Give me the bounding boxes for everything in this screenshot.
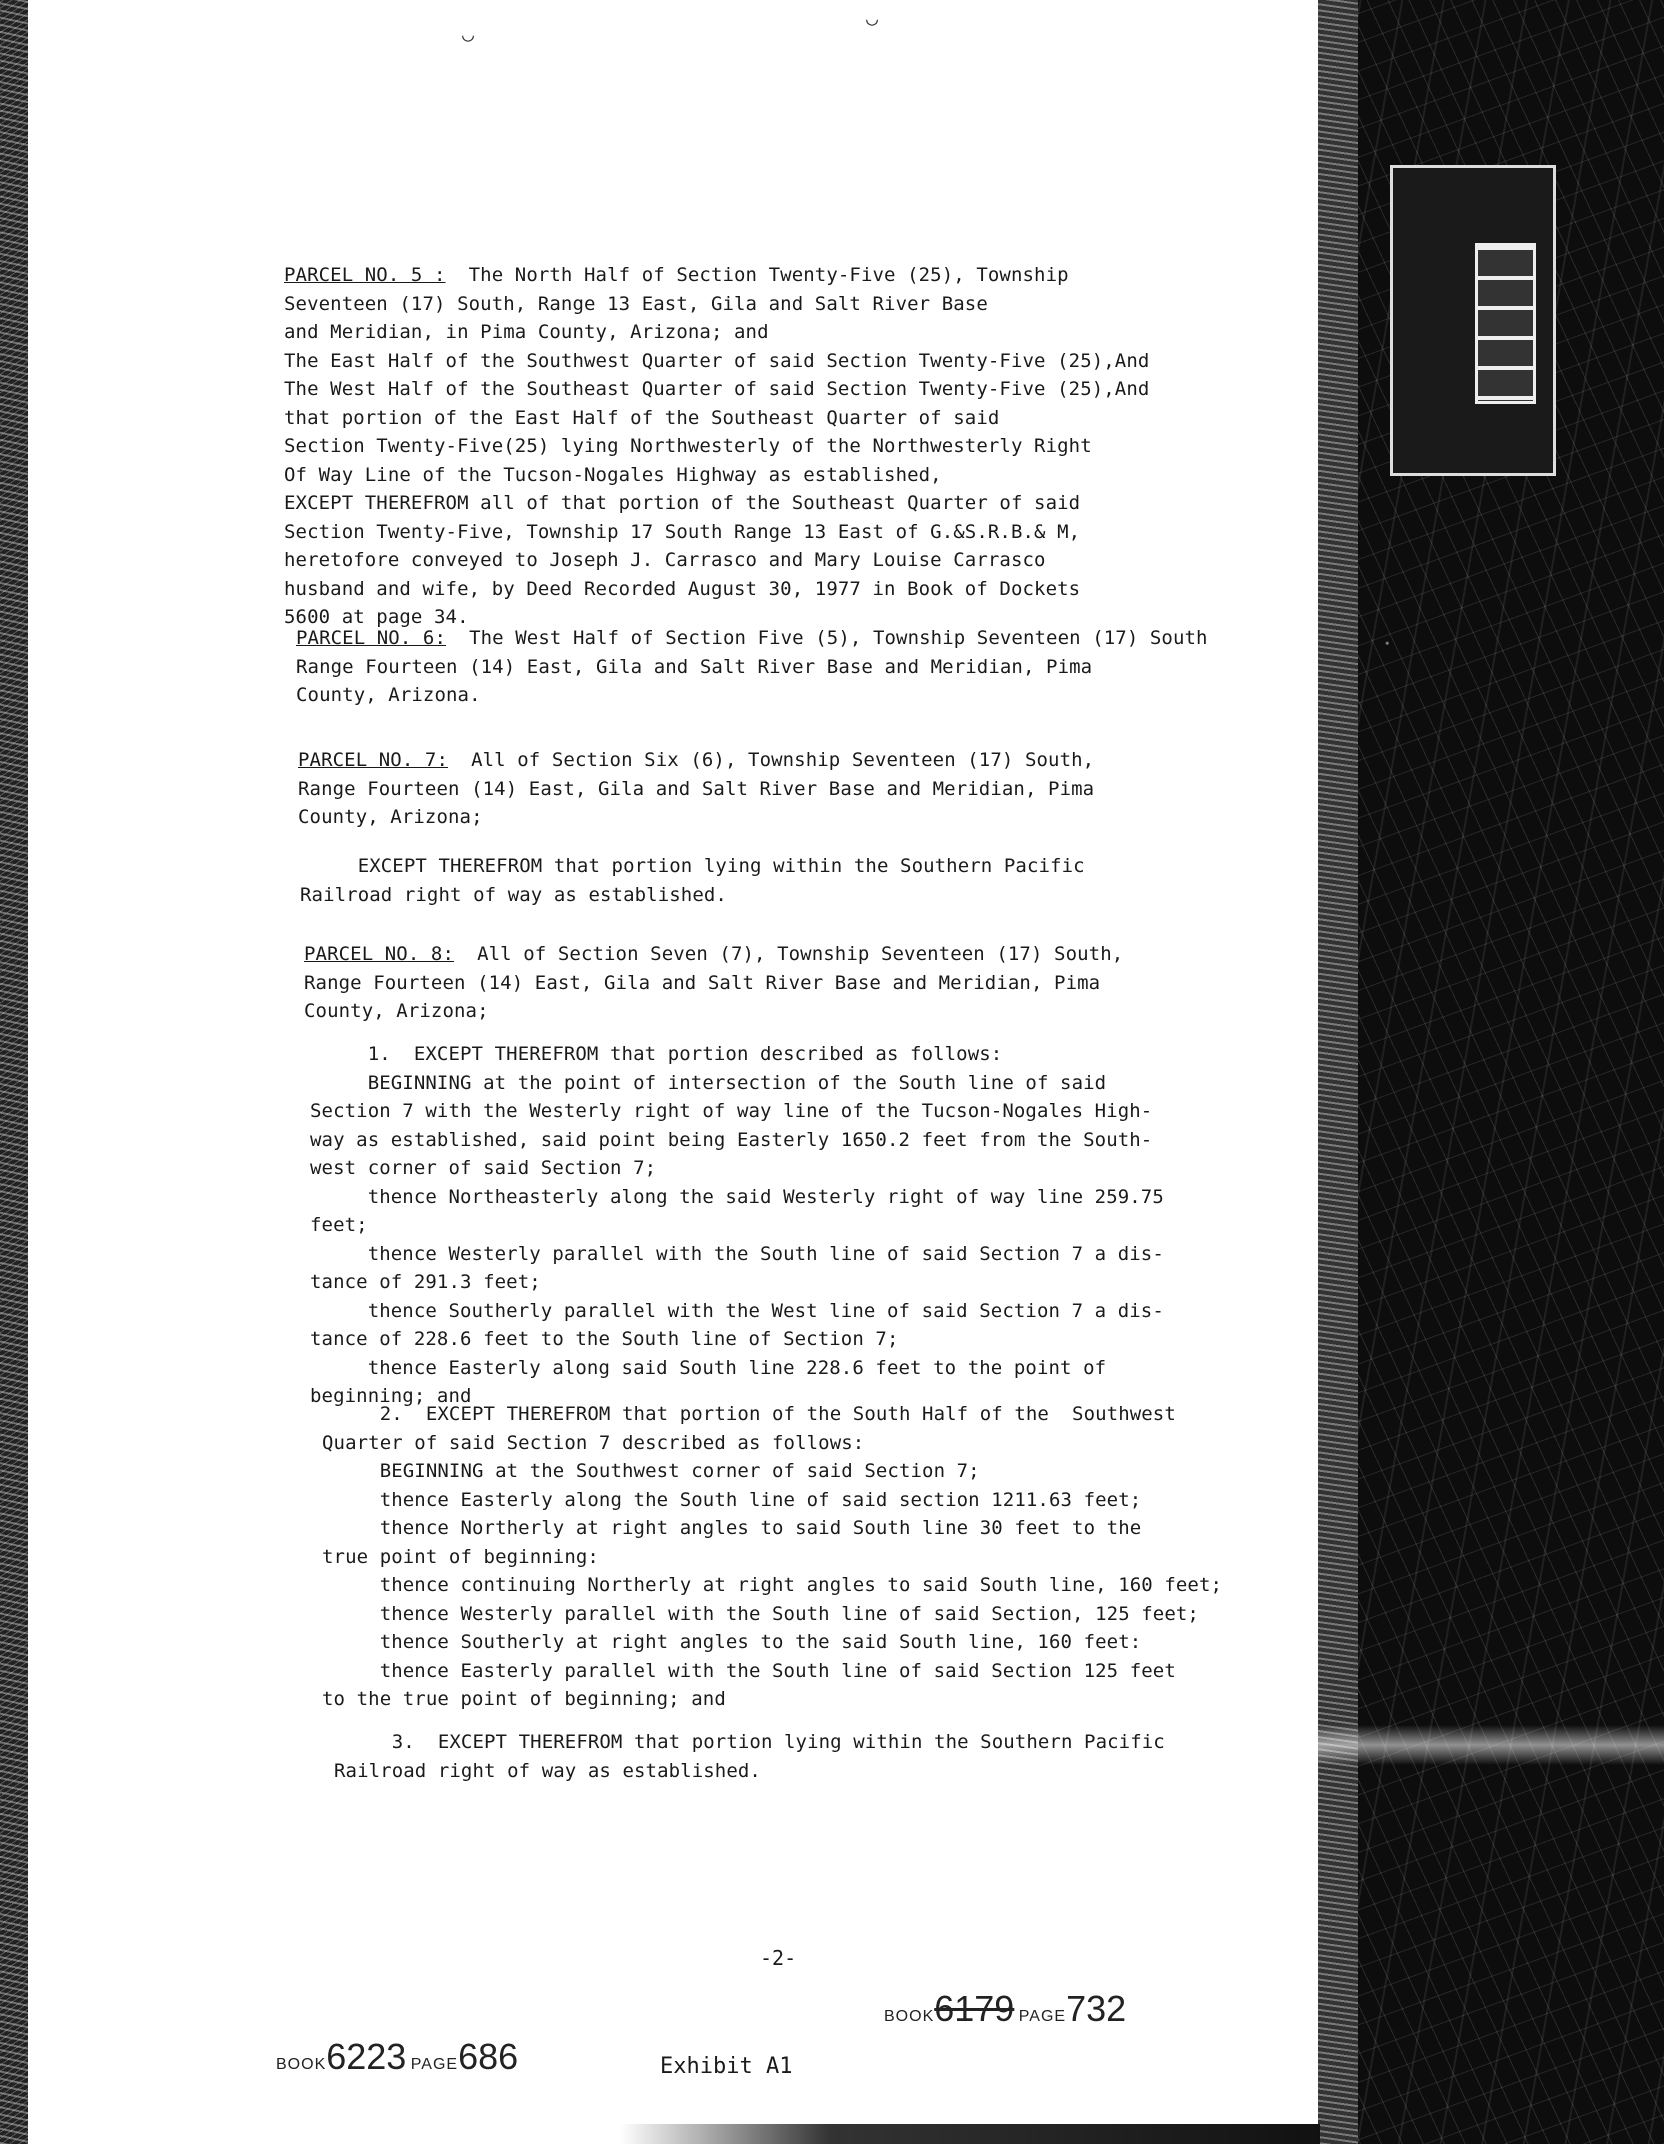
stamp-prefix: BOOK (884, 2008, 935, 2025)
text-line: thence Northeasterly along the said Westerly right of way line 259.75 (310, 1185, 1164, 1208)
recording-stamp-right (884, 1988, 1126, 2030)
text-line: thence continuing Northerly at right angles to said South line, 160 feet; (322, 1574, 1223, 1596)
text-line: tance of 291.3 feet; (310, 1271, 541, 1293)
text-line: thence Westerly parallel with the South line of said Section, 125 feet; (322, 1602, 1199, 1625)
scan-speck: ◡ (462, 22, 475, 46)
text-line: thence Easterly along said South line 228.6 feet to the point of (310, 1356, 1107, 1379)
text-line: BEGINNING at the point of intersection of the South line of said (310, 1071, 1107, 1094)
page-number: -2- (760, 1946, 797, 1970)
text-line: Railroad right of way as established. (334, 1759, 761, 1782)
stamp-page-label: PAGE (410, 2056, 459, 2073)
stamp-book: 6223 (326, 2036, 407, 2077)
text-line: EXCEPT THEREFROM all of that portion of the Southeast Quarter of said (284, 492, 1081, 514)
text-line: Range Fourteen (14) East, Gila and Salt River Base and Meridian, Pima (304, 971, 1101, 994)
text-line: thence Westerly parallel with the South line of said Section 7 a dis- (310, 1242, 1164, 1265)
text-line: thence Southerly at right angles to the said South line, 160 feet: (322, 1631, 1142, 1653)
text-line: 2. EXCEPT THEREFROM that portion of the South Half of the Southwest (322, 1403, 1176, 1425)
parcel-label: PARCEL NO. 6: (296, 627, 447, 649)
parcel-8-exception-2 (322, 1400, 1222, 1714)
stamp-prefix: BOOK (276, 2056, 327, 2073)
parcel-6 (296, 624, 1208, 710)
text-line: west corner of said Section 7; (310, 1157, 657, 1179)
stamp-page: 686 (458, 2036, 519, 2077)
text-line: thence Easterly parallel with the South line of said Section 125 feet (322, 1659, 1176, 1682)
text-line: Of Way Line of the Tucson-Nogales Highway as established, (284, 463, 942, 486)
text-line: husband and wife, by Deed Recorded August 30, 1977 in Book of Dockets (284, 577, 1081, 600)
parcel-8-exception-3 (334, 1728, 1165, 1785)
parcel-8 (304, 940, 1123, 1026)
text-line: EXCEPT THEREFROM that portion lying within the Southern Pacific (300, 855, 1085, 877)
text-line: County, Arizona; (304, 1000, 489, 1022)
text-line: Quarter of said Section 7 described as follows: (322, 1431, 865, 1454)
text-line: Seventeen (17) South, Range 13 East, Gila and Salt River Base (284, 292, 988, 315)
exhibit-label: Exhibit A1 (660, 2054, 793, 2079)
parcel-8-exception-1 (310, 1040, 1164, 1411)
text-line: and Meridian, in Pima County, Arizona; and (284, 321, 769, 343)
text-line: heretofore conveyed to Joseph J. Carrasco and Mary Louise Carrasco (284, 549, 1046, 571)
parcel-label: PARCEL NO. 5 : (284, 264, 446, 286)
scan-artifact-box (1390, 165, 1556, 476)
text-line: County, Arizona; (298, 806, 483, 828)
text-line: thence Southerly parallel with the West line of said Section 7 a dis- (310, 1299, 1164, 1322)
text-line: way as established, said point being Easterly 1650.2 feet from the South- (310, 1128, 1153, 1151)
stamp-book: 6179 (934, 1988, 1015, 2029)
recording-stamp-left (276, 2036, 518, 2078)
text-line: 5600 at page 34. (284, 606, 469, 628)
text-line: tance of 228.6 feet to the South line of Section 7; (310, 1328, 899, 1350)
scan-speck: ◡ (866, 6, 879, 30)
text-line: feet; (310, 1214, 368, 1236)
text-line: Railroad right of way as established. (300, 883, 727, 906)
parcel-7-exception (300, 852, 1085, 909)
parcel-5 (284, 261, 1149, 632)
text-line: The East Half of the Southwest Quarter of said Section Twenty-Five (25),And (284, 349, 1150, 372)
text-line: Range Fourteen (14) East, Gila and Salt River Base and Meridian, Pima (296, 655, 1093, 678)
text-line: Section Twenty-Five, Township 17 South Range 13 East of G.&S.R.B.& M, (284, 520, 1081, 543)
text-line: The West Half of Section Five (5), Township Seventeen (17) South (469, 627, 1208, 649)
text-line: thence Easterly along the South line of said section 1211.63 feet; (322, 1488, 1142, 1511)
text-line: true point of beginning: (322, 1545, 599, 1568)
stamp-page: 732 (1066, 1988, 1127, 2029)
text-line: thence Northerly at right angles to said South line 30 feet to the (322, 1517, 1142, 1539)
parcel-label: PARCEL NO. 8: (304, 943, 455, 965)
text-line: The North Half of Section Twenty-Five (25), Township (468, 264, 1069, 286)
text-line: Section 7 with the Westerly right of way line of the Tucson-Nogales High- (310, 1100, 1153, 1122)
text-line: BEGINNING at the Southwest corner of said Section 7; (322, 1460, 980, 1482)
text-line: beginning; and (310, 1385, 472, 1407)
text-line: to the true point of beginning; and (322, 1688, 726, 1710)
text-line: 3. EXCEPT THEREFROM that portion lying within the Southern Pacific (334, 1731, 1165, 1753)
stamp-page-label: PAGE (1018, 2008, 1067, 2025)
text-line: Range Fourteen (14) East, Gila and Salt River Base and Meridian, Pima (298, 777, 1095, 800)
text-line: County, Arizona. (296, 684, 481, 706)
text-line: All of Section Six (6), Township Seventeen (17) South, (471, 749, 1095, 771)
text-line: Section Twenty-Five(25) lying Northwesterly of the Northwesterly Right (284, 435, 1092, 457)
text-line: The West Half of the Southeast Quarter of said Section Twenty-Five (25),And (284, 378, 1150, 400)
parcel-7 (298, 746, 1094, 832)
text-line: that portion of the East Half of the Southeast Quarter of said (284, 406, 1000, 429)
text-line: All of Section Seven (7), Township Seventeen (17) South, (477, 943, 1124, 965)
parcel-label: PARCEL NO. 7: (298, 749, 449, 771)
text-line: 1. EXCEPT THEREFROM that portion described as follows: (310, 1043, 1003, 1065)
